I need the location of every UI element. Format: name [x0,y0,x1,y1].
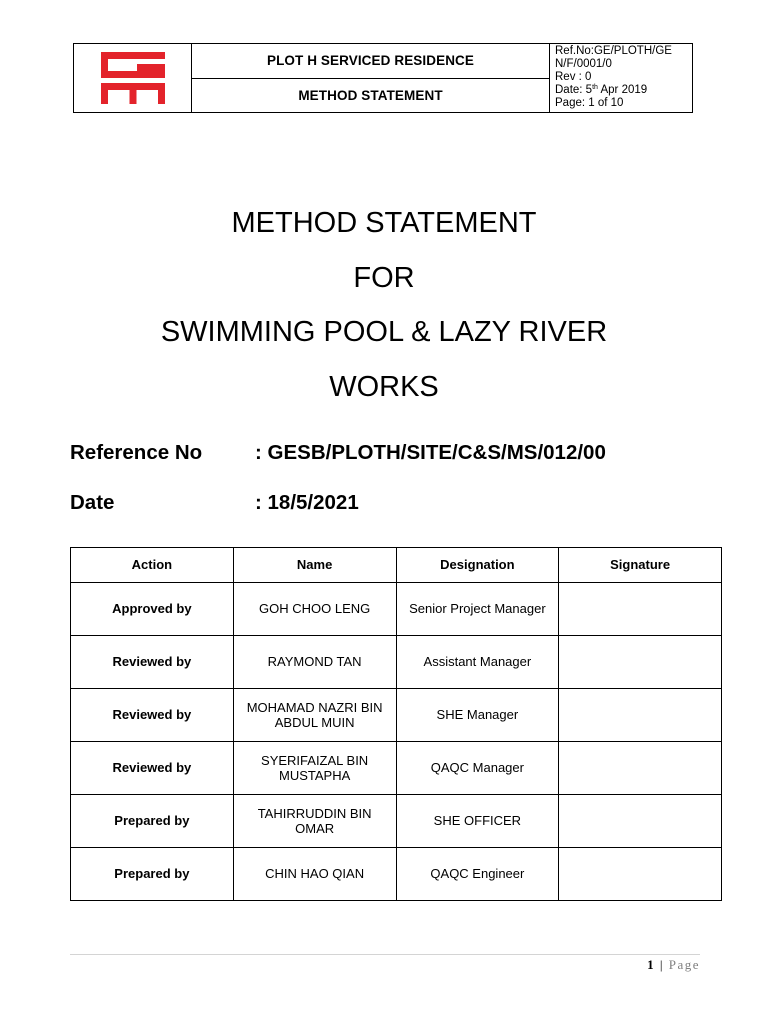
document-header [73,43,693,113]
signature-cell [559,636,722,689]
company-logo-cell [74,44,192,112]
action-cell: Approved by [71,583,234,636]
name-cell: CHIN HAO QIAN [233,848,396,901]
reference-block [550,44,692,112]
title-line-1: METHOD STATEMENT [231,207,537,239]
designation-cell: SHE Manager [396,689,559,742]
signature-cell [559,689,722,742]
page-footer [647,957,700,973]
page-count: Page: 1 of 10 [555,97,624,109]
reference-label: Reference No [70,441,203,464]
company-logo-icon [101,52,165,104]
signature-cell [559,795,722,848]
signature-cell [559,742,722,795]
name-cell: SYERIFAIZAL BIN MUSTAPHA [233,742,396,795]
document-type: METHOD STATEMENT [192,78,549,113]
designation-cell: QAQC Engineer [396,848,559,901]
action-cell: Reviewed by [71,689,234,742]
action-cell: Prepared by [71,795,234,848]
table-row [71,795,722,848]
action-cell: Prepared by [71,848,234,901]
table-row [71,636,722,689]
footer-divider [70,954,700,955]
header-title-cells [192,44,550,112]
name-cell: GOH CHOO LENG [233,583,396,636]
date-label: Date [70,491,115,514]
header-date: Date: 5th Apr 2019 [555,84,648,96]
designation-cell: SHE OFFICER [396,795,559,848]
page-number: 1 [647,957,656,972]
ref-no-line1: Ref.No:GE/PLOTH/GE [555,45,672,57]
name-cell: TAHIRRUDDIN BIN OMAR [233,795,396,848]
designation-cell: QAQC Manager [396,742,559,795]
designation-cell: Assistant Manager [396,636,559,689]
signature-cell [559,583,722,636]
reference-value: : GESB/PLOTH/SITE/C&S/MS/012/00 [255,441,606,464]
signature-cell [559,848,722,901]
table-row [71,583,722,636]
page-label: Page [668,957,700,972]
title-line-2: FOR [353,261,415,294]
name-cell: RAYMOND TAN [233,636,396,689]
action-cell: Reviewed by [71,742,234,795]
column-header-name: Name [233,548,396,583]
table-row [71,689,722,742]
ref-no-line2: N/F/0001/0 [555,58,612,70]
date-value: : 18/5/2021 [255,491,359,514]
approval-table [70,547,722,901]
document-title [0,196,768,414]
column-header-designation: Designation [396,548,559,583]
column-header-signature: Signature [559,548,722,583]
designation-cell: Senior Project Manager [396,583,559,636]
project-name: PLOT H SERVICED RESIDENCE [266,53,475,69]
footer-separator: | [655,957,669,972]
action-cell: Reviewed by [71,636,234,689]
table-row [71,848,722,901]
title-line-3: SWIMMING POOL & LAZY RIVER [160,316,608,348]
name-cell: MOHAMAD NAZRI BIN ABDUL MUIN [233,689,396,742]
revision: Rev : 0 [555,71,592,83]
column-header-action: Action [71,548,234,583]
table-row [71,742,722,795]
title-line-4: WORKS [329,370,439,403]
table-header-row [71,548,722,583]
